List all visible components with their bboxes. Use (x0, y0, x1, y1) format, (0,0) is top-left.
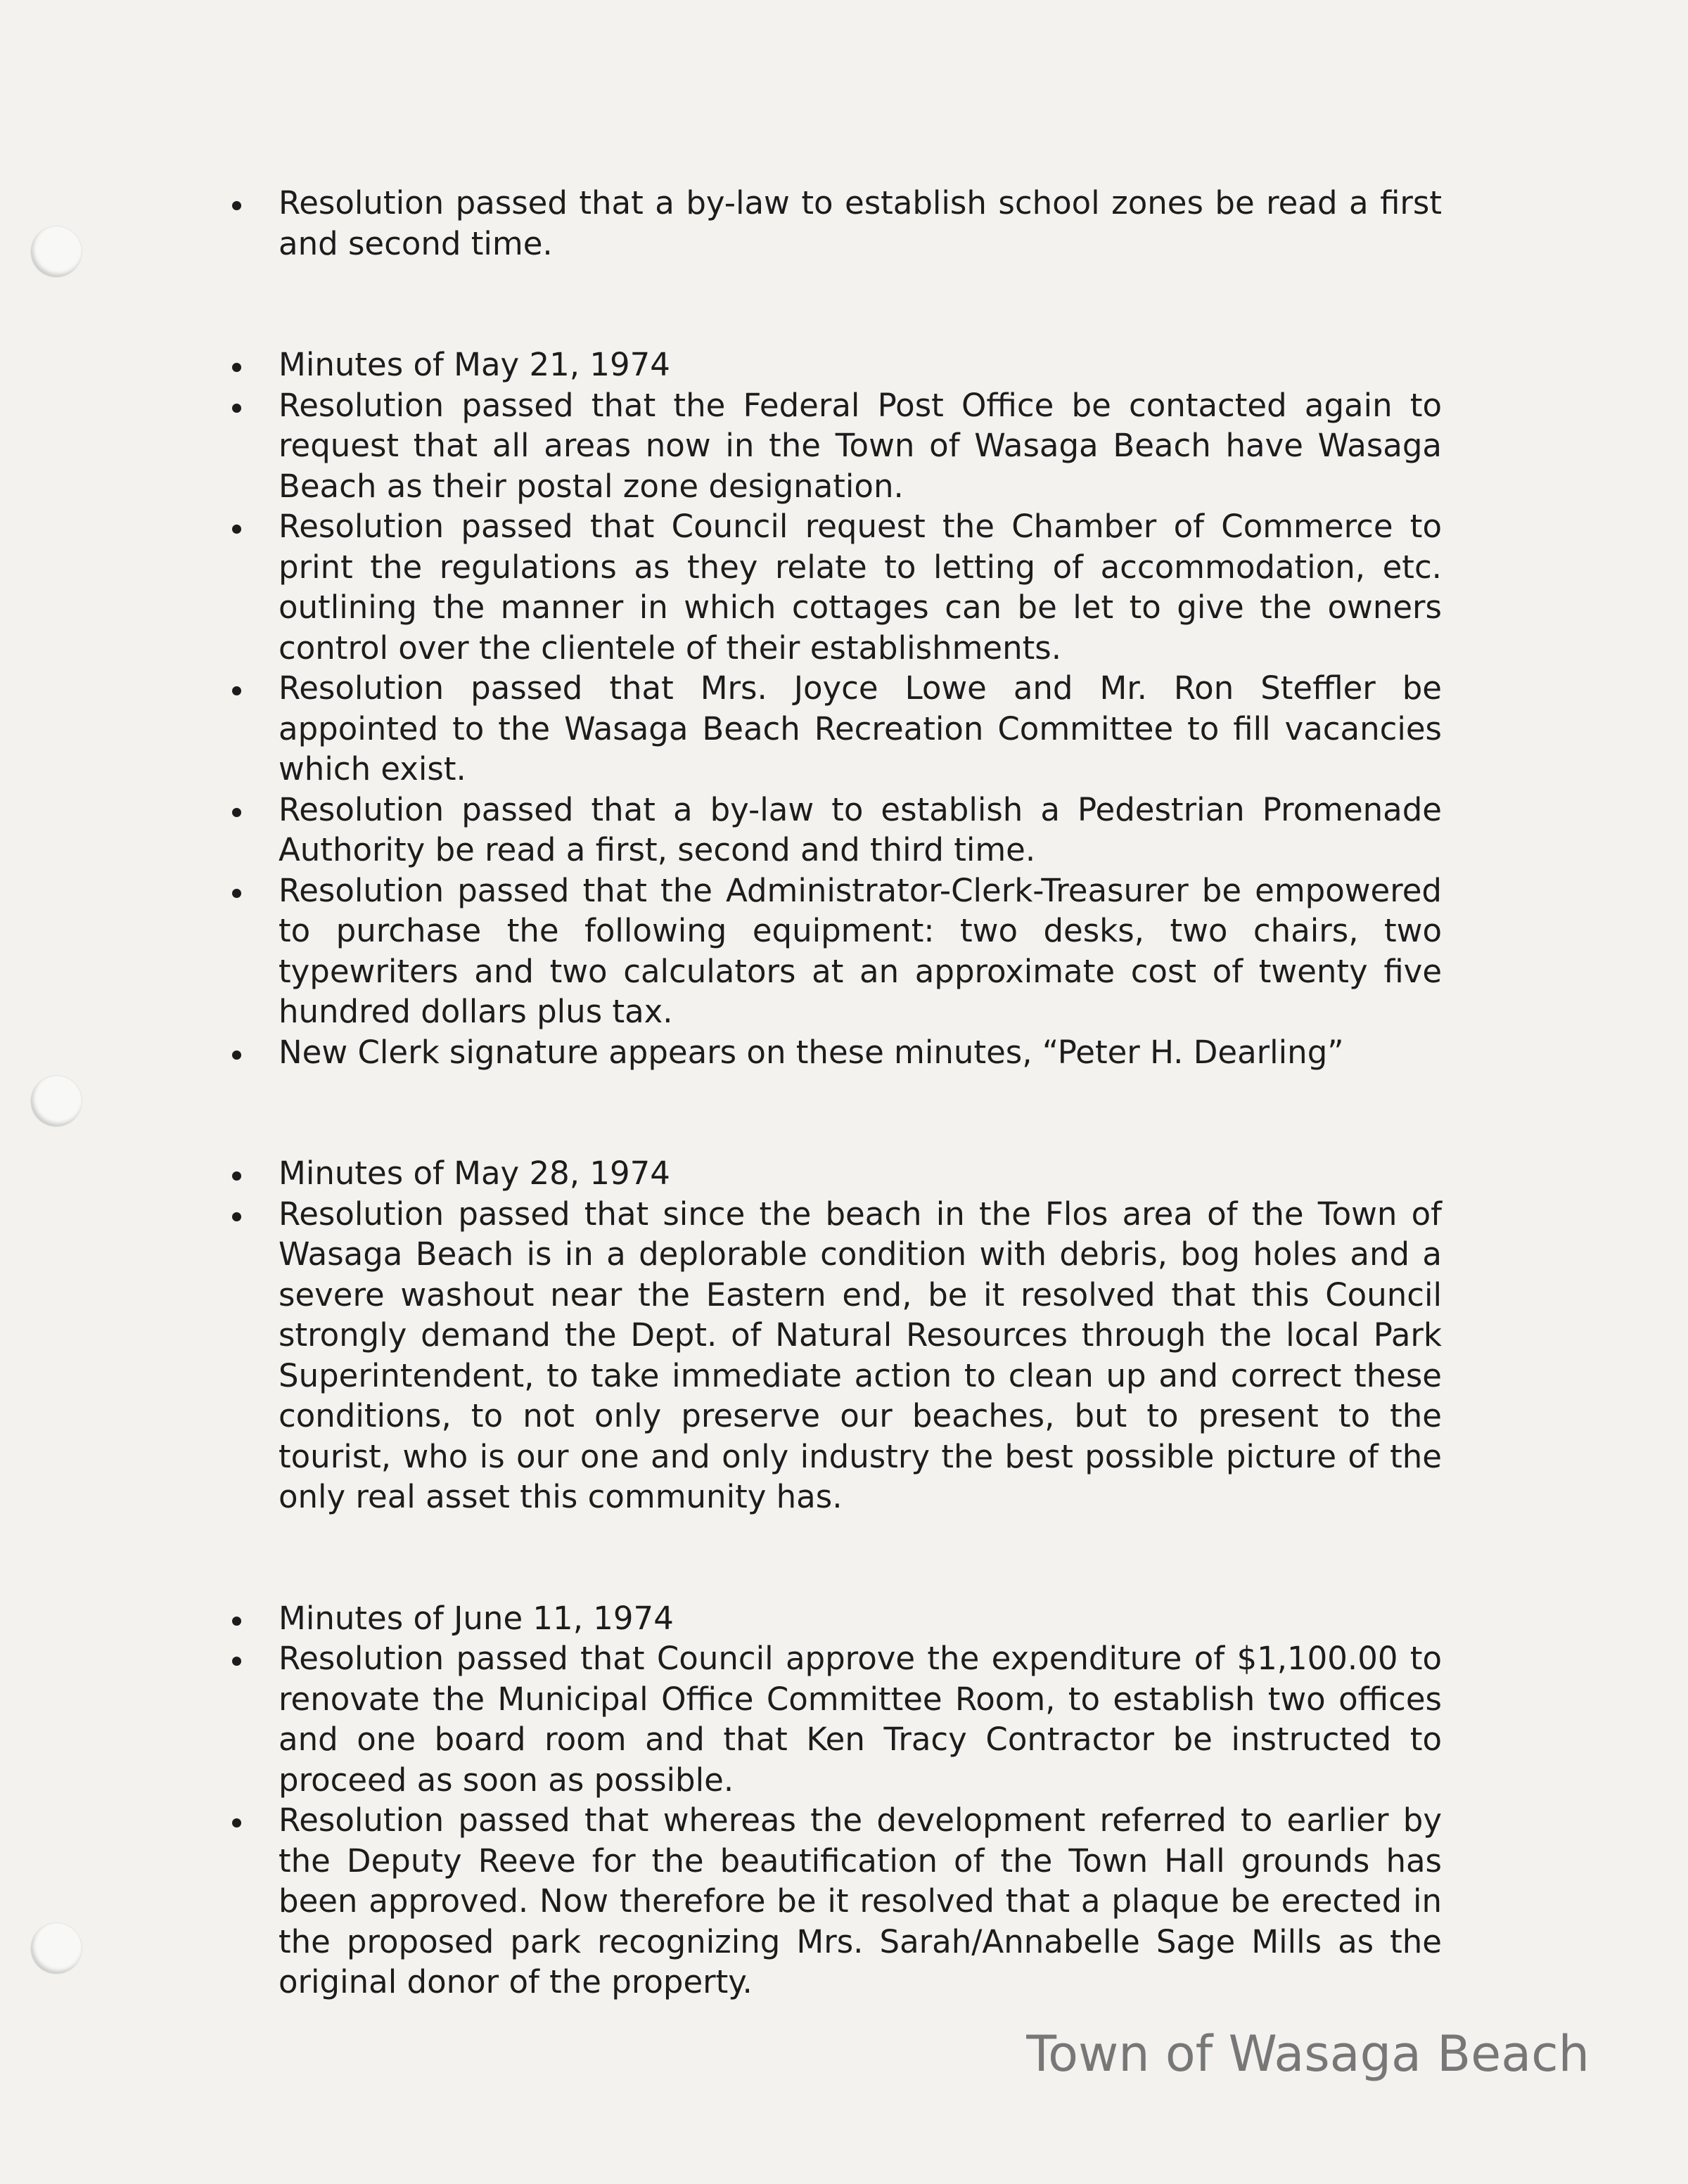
list-item: Resolution passed that the Administrator-Clerk-Treasurer be empowered to purchase the following equipment: two desks, two chairs, two typewriters and two calculators at an approximate cost of twenty five hundred dollars plus tax. (225, 871, 1442, 1032)
punch-hole (31, 226, 82, 277)
list-item: Resolution passed that Council approve the expenditure of $1,100.00 to renovate the Municipal Office Committee Room, to establish two offices and one board room and that Ken Tracy Contractor be instructed to proceed as soon as possible. (225, 1638, 1442, 1800)
list-item: Resolution passed that Mrs. Joyce Lowe and Mr. Ron Steffler be appointed to the Wasaga Beach Recreation Committee to fill vacancies which exist. (225, 668, 1442, 790)
list-item: Resolution passed that whereas the development referred to earlier by the Deputy Reeve for the beautification of the Town Hall grounds has been approved. Now therefore be it resolved that a plaque be erected in the proposed park recognizing Mrs. Sarah/Annabelle Sage Mills as the original donor of the property. (225, 1800, 1442, 2003)
list-item: Resolution passed that the Federal Post Office be contacted again to request that all areas now in the Town of Wasaga Beach have Wasaga Beach as their postal zone designation. (225, 385, 1442, 507)
punch-hole (31, 1076, 82, 1126)
bullet-group-may-21 (225, 345, 1442, 1072)
list-item: Resolution passed that a by-law to establish school zones be read a first and second time. (225, 183, 1442, 264)
punch-hole (31, 1923, 82, 1974)
list-item: Resolution passed that since the beach in the Flos area of the Town of Wasaga Beach is in a deplorable condition with debris, bog holes and a severe washout near the Eastern end, be it resolved that this Council strongly demand the Dept. of Natural Resources through the local Park Superintendent, to take immediate action to clean up and correct these conditions, to not only preserve our beaches, but to present to the tourist, who is our one and only industry the best possible picture of the only real asset this community has. (225, 1194, 1442, 1517)
bullet-group-may-28 (225, 1153, 1442, 1517)
list-item: Resolution passed that a by-law to establish a Pedestrian Promenade Authority be read a first, second and third time. (225, 790, 1442, 871)
list-item: Minutes of June 11, 1974 (225, 1598, 1442, 1639)
bullet-group-june-11 (225, 1598, 1442, 2003)
list-item: New Clerk signature appears on these minutes, “Peter H. Dearling” (225, 1032, 1442, 1073)
list-item: Minutes of May 21, 1974 (225, 345, 1442, 385)
list-item: Minutes of May 28, 1974 (225, 1153, 1442, 1194)
minutes-summary (225, 183, 1442, 2003)
watermark: Town of Wasaga Beach (1026, 2025, 1590, 2083)
list-item: Resolution passed that Council request the Chamber of Commerce to print the regulations as they relate to letting of accommodation, etc. outlining the manner in which cottages can be let to give the owners control over the clientele of their establishments. (225, 506, 1442, 668)
bullet-group-school-zones (225, 183, 1442, 264)
